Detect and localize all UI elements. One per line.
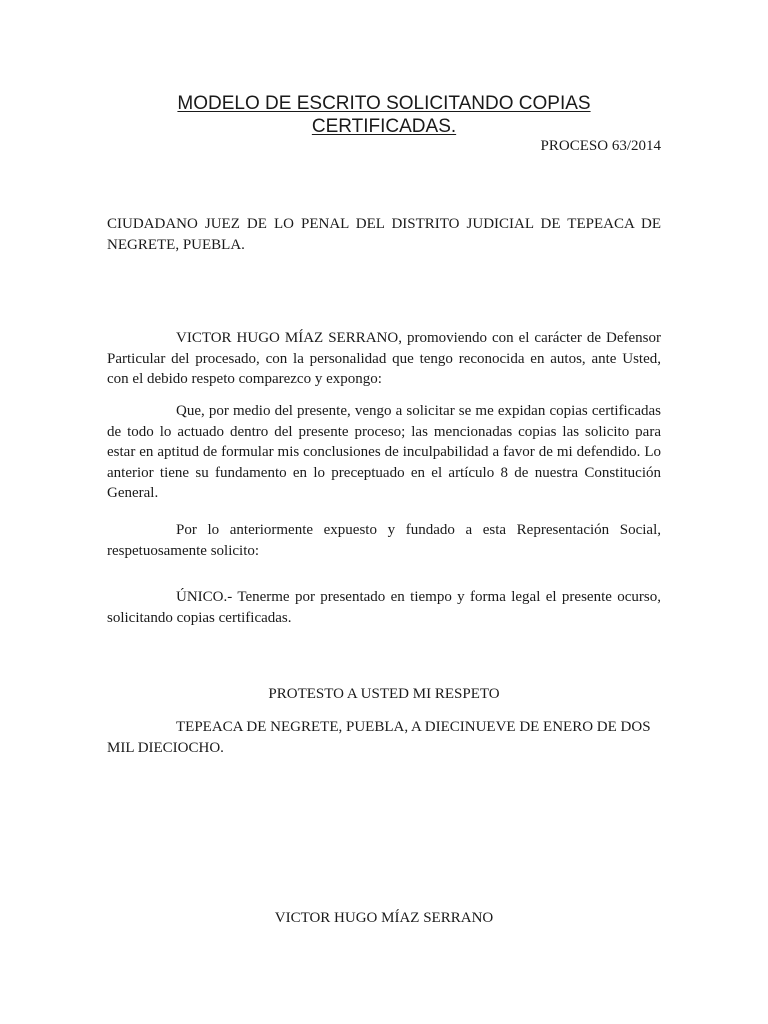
signature-name: VICTOR HUGO MÍAZ SERRANO — [274, 910, 494, 926]
petition-intro-paragraph: Por lo anteriormente expuesto y fundado a esta Representación Social, respetuosamente solicito: — [107, 522, 661, 559]
addressee: CIUDADANO JUEZ DE LO PENAL DEL DISTRITO JUDICIAL DE TEPEACA DE NEGRETE, PUEBLA. — [107, 216, 661, 253]
document-title-line-1: MODELO DE ESCRITO SOLICITANDO COPIAS — [177, 93, 591, 114]
closing-formula: PROTESTO A USTED MI RESPETO — [268, 686, 500, 702]
intro-paragraph: VICTOR HUGO MÍAZ SERRANO, promoviendo con el carácter de Defensor Particular del procesado, con la personalidad que tengo reconocida en autos, ante Usted, con el debido respeto comparezco y expongo: — [107, 330, 661, 387]
document-title-line-2: CERTIFICADAS. — [311, 116, 457, 137]
process-number: PROCESO 63/2014 — [540, 138, 661, 154]
request-paragraph: Que, por medio del presente, vengo a solicitar se me expidan copias certificadas de todo lo actuado dentro del presente proceso; las mencionadas copias las solicito para estar en aptitud de formular mis conclusiones de inculpabilidad a favor de mi defendido. Lo anterior tiene su fundamento en lo preceptuado en el artículo 8 de nuestra Constitución General. — [107, 403, 661, 501]
sole-point-paragraph: ÚNICO.- Tenerme por presentado en tiempo y forma legal el presente ocurso, solicitando copias certificadas. — [107, 589, 661, 626]
place-date: TEPEACA DE NEGRETE, PUEBLA, A DIECINUEVE DE ENERO DE DOS MIL DIECIOCHO. — [107, 719, 651, 756]
